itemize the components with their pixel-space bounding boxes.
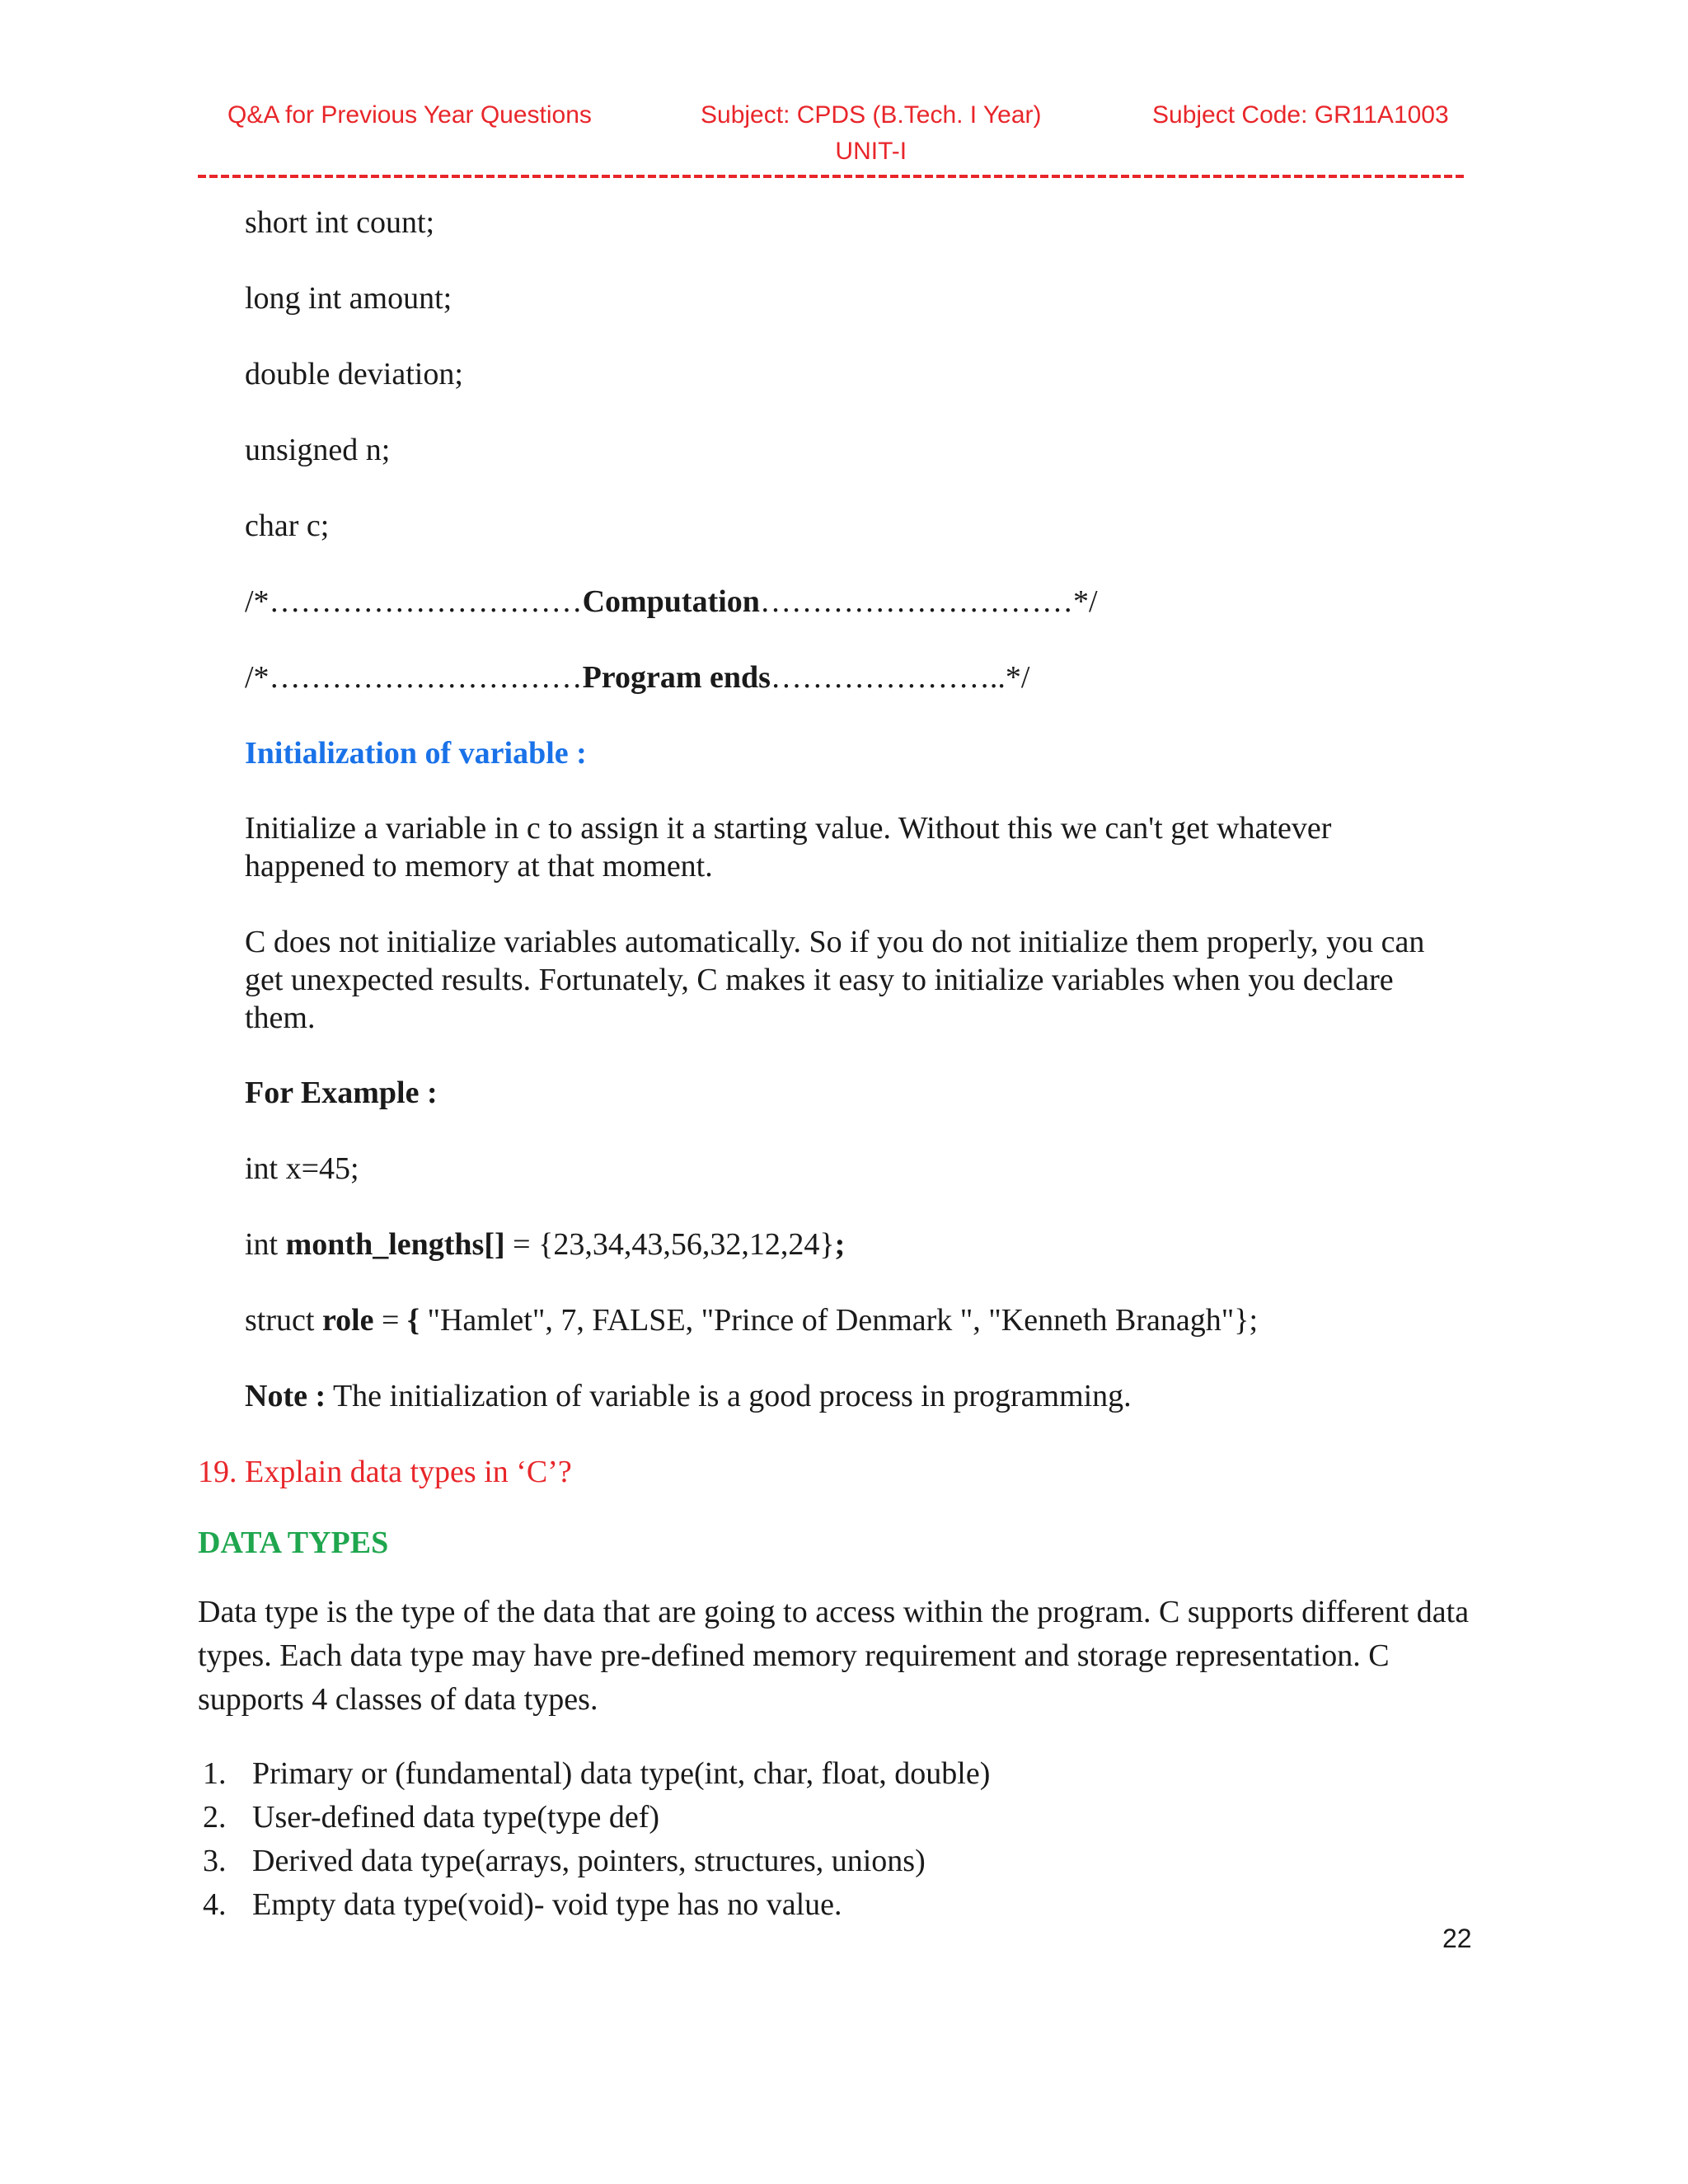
code-line-4: unsigned n; [245,433,391,467]
question-19: 19. Explain data types in ‘C’? [198,1455,572,1489]
page-number: 22 [1442,1924,1472,1953]
code-line-3: double deviation; [245,357,463,391]
example2-semi: ; [834,1227,846,1262]
example-heading: For Example : [245,1076,438,1110]
header-subject-code: Subject Code: GR11A1003 [1152,101,1449,129]
list-item-text: User-defined data type(type def) [252,1800,660,1835]
init-heading: Initialization of variable : [245,736,587,771]
list-item-number: 2. [203,1800,227,1835]
example3-eq: = [373,1303,407,1338]
comment-end-label: Program ends [582,660,771,695]
comment-computation-label: Computation [582,584,760,619]
header-dashed-rule [198,175,1467,178]
example2-pre: int [245,1227,286,1262]
list-item-text: Primary or (fundamental) data type(int, char, float, double) [252,1756,991,1791]
init-paragraph-2: C does not initialize variables automatically. So if you do not initialize them properly, you can get unexpected results. Fortunately, C makes it easy to initialize variables when you declare them. [245,925,1425,1035]
section-heading-data-types: DATA TYPES [198,1526,389,1560]
list-item-text: Empty data type(void)- void type has no value. [252,1887,842,1922]
example-line-3 [245,1302,1258,1340]
comment-end-pre: /*………………………… [245,660,583,695]
example3-pre: struct [245,1303,322,1338]
code-line-5: char c; [245,509,330,543]
comment-computation [245,583,1098,621]
data-types-list [198,1752,1467,1927]
list-item-number: 4. [203,1887,227,1922]
code-line-2: long int amount; [245,281,452,316]
comment-computation-pre: /*………………………… [245,584,583,619]
example3-brace: { [406,1303,420,1338]
comment-end-post: …………………..*/ [770,660,1030,695]
header-unit: UNIT-I [835,137,907,165]
example2-rest: = {23,34,43,56,32,12,24} [504,1227,835,1262]
example2-name: month_lengths[] [285,1227,505,1262]
list-item [198,1840,1467,1883]
note-line [245,1378,1132,1416]
note-label: Note : [245,1379,326,1413]
example-line-1: int x=45; [245,1151,359,1186]
list-item [198,1796,1467,1840]
header-subject [701,97,1042,169]
header-subject-text: Subject: CPDS (B.Tech. I Year) [701,101,1042,129]
comment-computation-post: …………………………*/ [759,584,1098,619]
list-item-number: 3. [203,1844,227,1878]
comment-program-ends [245,659,1029,697]
note-text: The initialization of variable is a good process in programming. [326,1379,1132,1413]
list-item-text: Derived data type(arrays, pointers, structures, unions) [252,1844,926,1878]
example3-name: role [321,1303,374,1338]
code-line-1: short int count; [245,205,435,240]
list-item [198,1752,1467,1796]
example-line-2 [245,1226,845,1264]
list-item [198,1883,1467,1927]
example3-rest: "Hamlet", 7, FALSE, "Prince of Denmark ", "Kenneth Branagh"}; [419,1303,1259,1338]
header-left-title: Q&A for Previous Year Questions [227,101,592,129]
data-types-paragraph: Data type is the type of the data that are going to access within the program. C supports different data types. Each data type may have pre-defined memory requirement and storage representation. C supports 4 classes of data types. [198,1595,1470,1717]
init-paragraph-1: Initialize a variable in c to assign it a starting value. Without this we can't get whatever happened to memory at that moment. [245,811,1332,883]
list-item-number: 1. [203,1756,227,1791]
